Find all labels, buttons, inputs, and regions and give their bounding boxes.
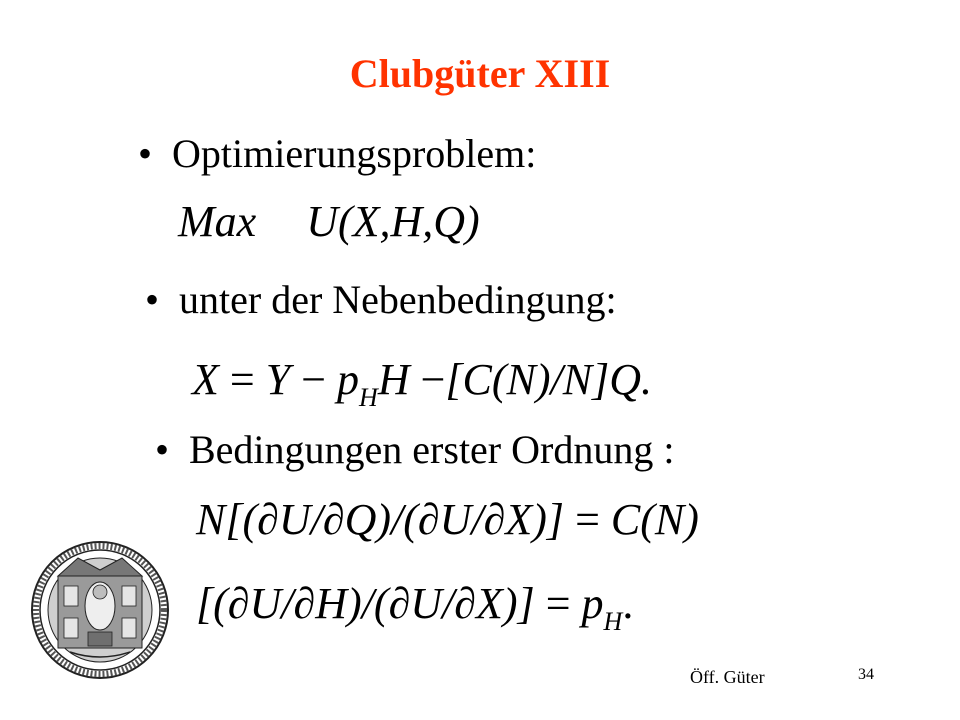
- formula-equals: =: [545, 579, 571, 628]
- bullet-text: Optimierungsproblem:: [172, 131, 537, 176]
- formula-equals: =: [229, 355, 255, 404]
- slide-title: Clubgüter XIII: [349, 51, 611, 96]
- formula-y: Y: [265, 355, 291, 404]
- formula-foc2: [196, 578, 633, 648]
- formula-objective: [178, 196, 480, 248]
- bullet-optimierungsproblem: [138, 130, 536, 178]
- bullet-dot: •: [155, 427, 170, 472]
- formula-minus: −: [301, 355, 327, 404]
- university-seal-icon: [30, 540, 170, 680]
- formula-p-subscript: H: [603, 607, 623, 636]
- formula-period: .: [622, 579, 634, 628]
- formula-equals: =: [575, 495, 600, 544]
- bullet-nebenbedingung: [145, 276, 617, 324]
- formula-x: X: [192, 355, 219, 404]
- footer-label: Öff. Güter: [690, 667, 765, 687]
- formula-foc1: [196, 494, 699, 546]
- formula-bracket-term: [C(N)/N]Q.: [445, 355, 653, 404]
- formula-p: p: [337, 355, 360, 404]
- formula-foc1-right: C(N): [610, 495, 699, 544]
- formula-minus: −: [420, 355, 446, 404]
- formula-foc1-left: N[(∂U/∂Q)/(∂U/∂X)]: [196, 495, 565, 544]
- page-number: 34: [858, 666, 874, 683]
- formula-p: p: [581, 579, 604, 628]
- formula-h: H: [377, 355, 410, 404]
- formula-constraint: [192, 354, 652, 424]
- bullet-bedingungen: [155, 426, 674, 474]
- formula-p-subscript: H: [359, 383, 378, 412]
- bullet-dot: •: [138, 131, 153, 176]
- formula-foc2-left: [(∂U/∂H)/(∂U/∂X)]: [196, 579, 535, 628]
- bullet-text: unter der Nebenbedingung:: [179, 277, 617, 322]
- bullet-text: Bedingungen erster Ordnung :: [189, 427, 675, 472]
- formula-max: Max: [178, 197, 257, 246]
- formula-utility: U(X,H,Q): [306, 197, 480, 246]
- bullet-dot: •: [145, 277, 160, 322]
